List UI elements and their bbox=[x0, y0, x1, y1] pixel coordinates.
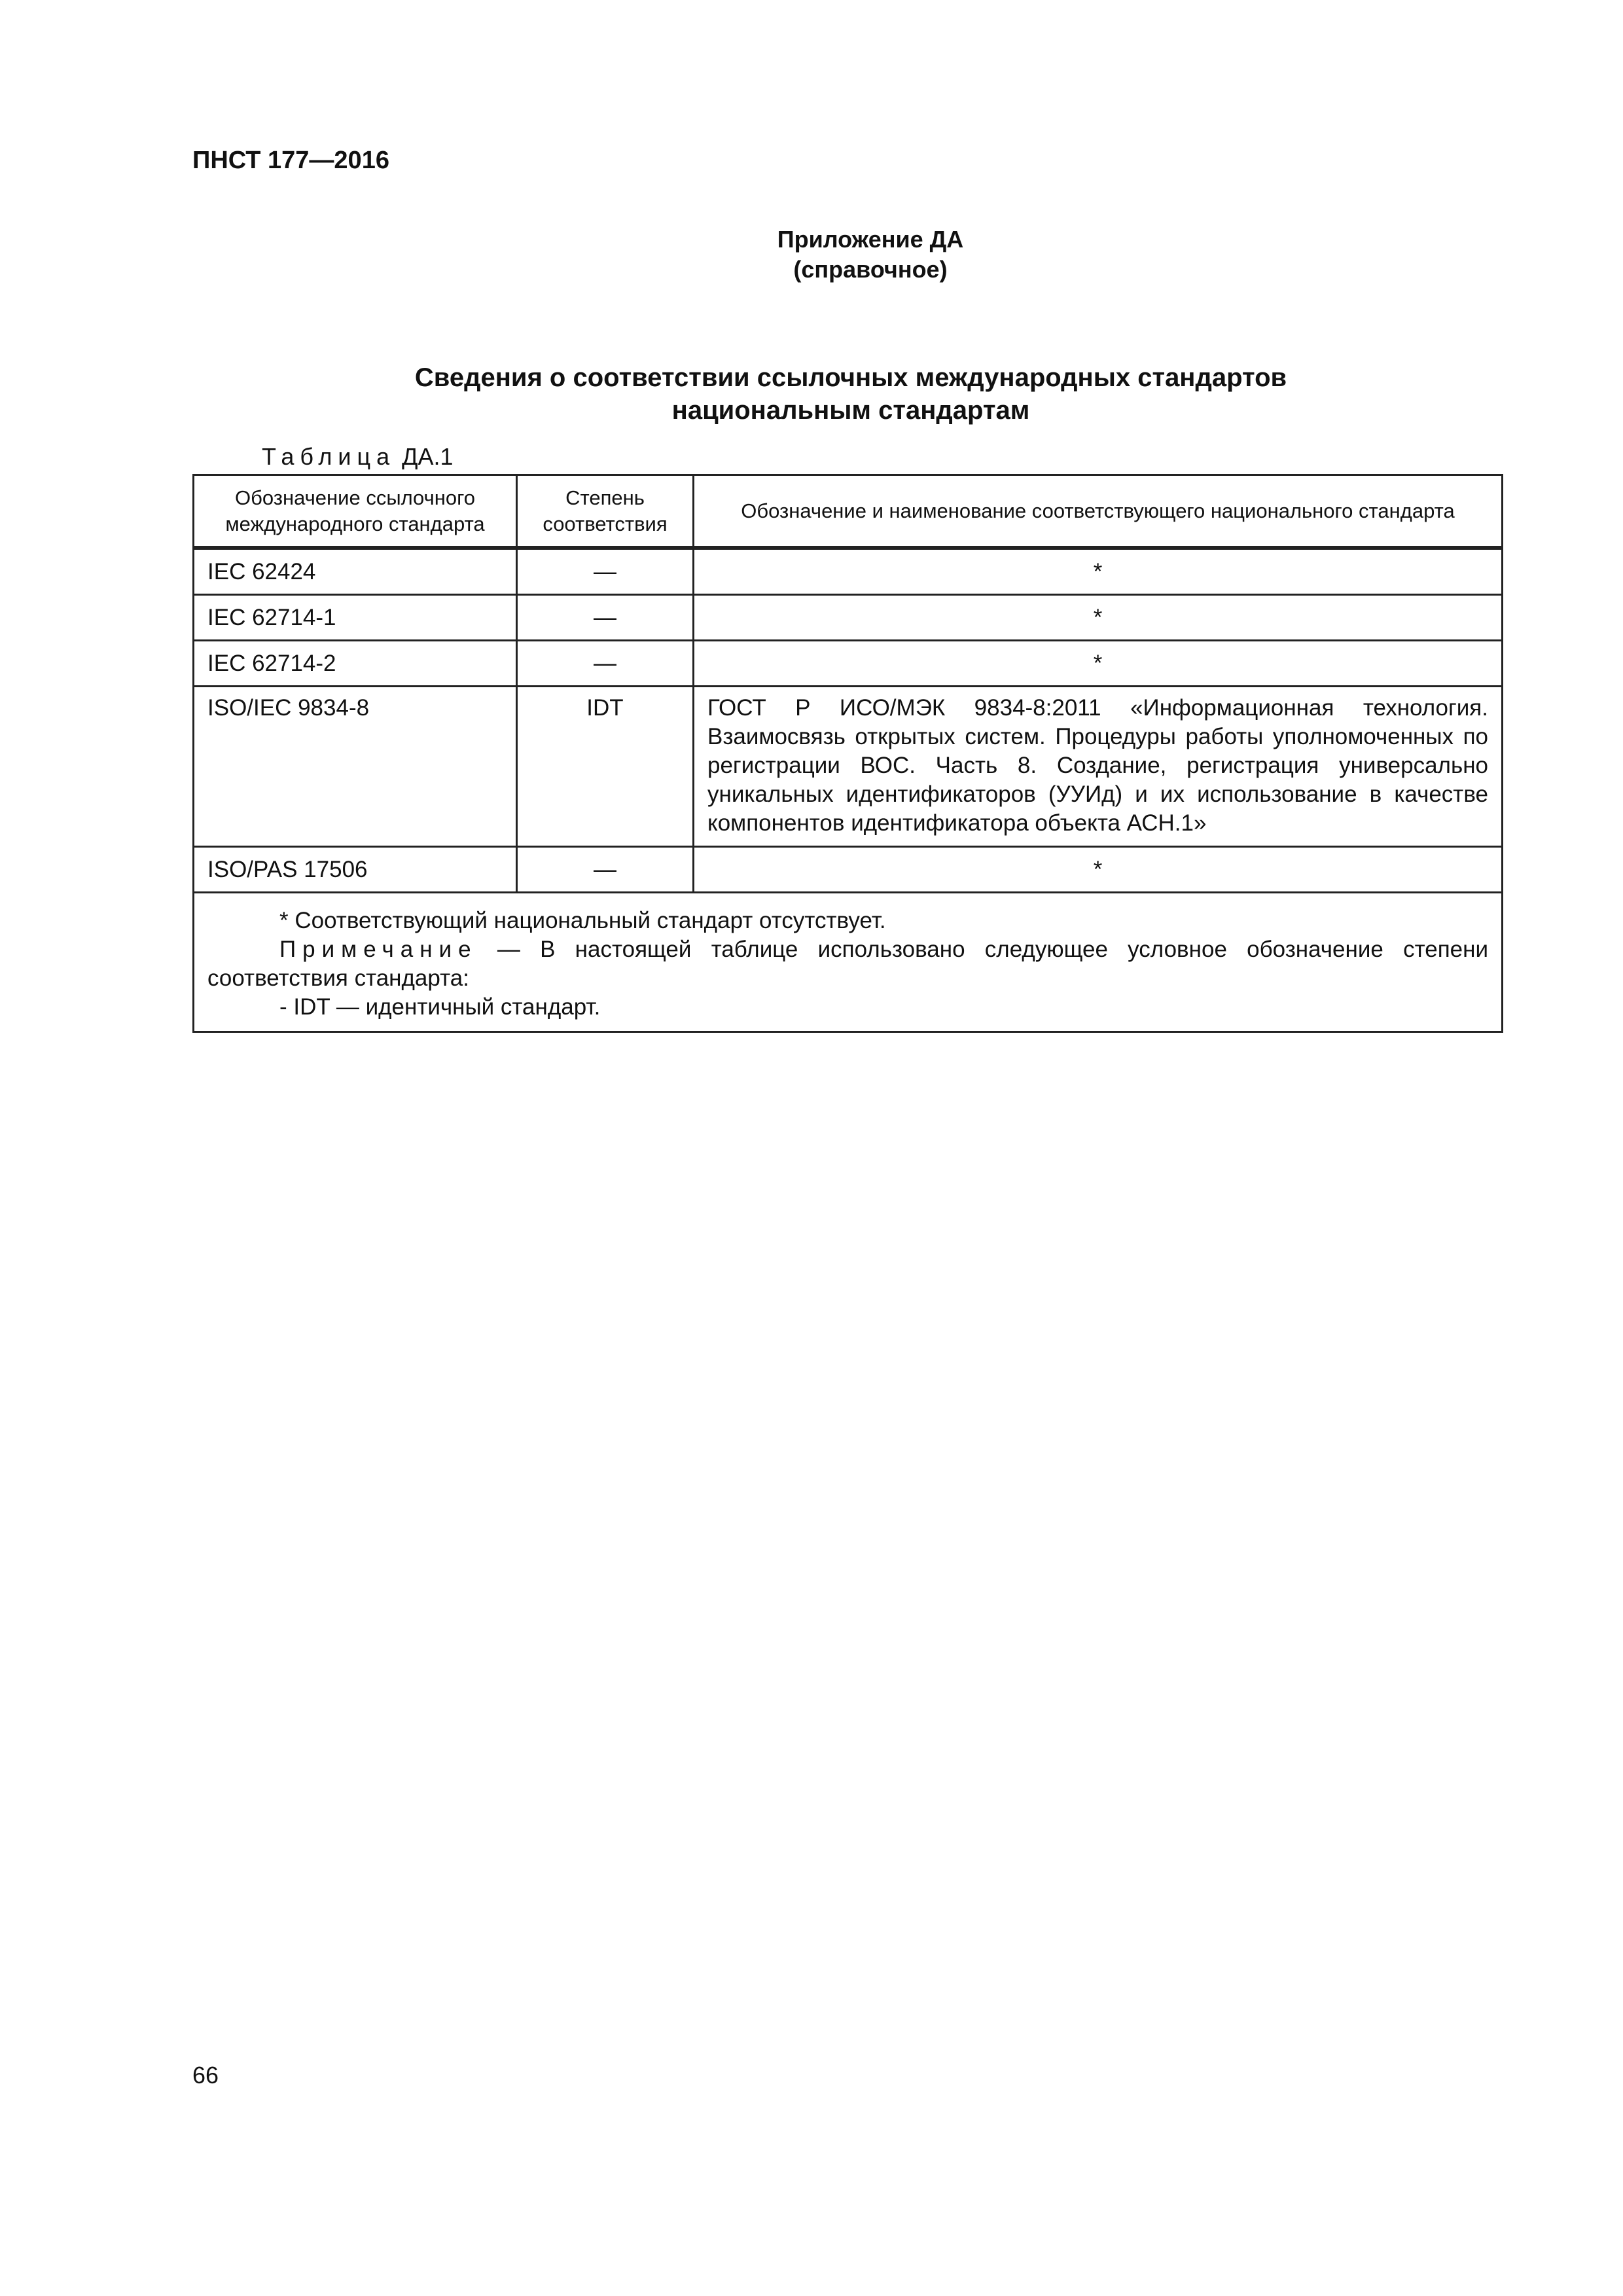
cell-standard-id: IEC 62714-1 bbox=[194, 595, 517, 641]
table-row bbox=[194, 687, 1503, 847]
document-code: ПНСТ 177—2016 bbox=[192, 147, 389, 174]
note bbox=[207, 935, 1488, 993]
cell-national: * bbox=[694, 549, 1503, 595]
cell-national: * bbox=[694, 641, 1503, 687]
table-notes bbox=[194, 893, 1503, 1032]
section-title-line1: Сведения о соответствии ссылочных международных стандартов bbox=[414, 363, 1287, 392]
cell-standard-id: IEC 62714-2 bbox=[194, 641, 517, 687]
note-label: Примечание bbox=[279, 937, 478, 962]
cell-degree: IDT bbox=[517, 687, 694, 847]
cell-degree: — bbox=[517, 847, 694, 893]
table-caption-number: ДА.1 bbox=[395, 443, 454, 470]
table-header-row bbox=[194, 475, 1503, 547]
appendix-type: (справочное) bbox=[793, 256, 948, 283]
legend-idt: - IDT — идентичный стандарт. bbox=[279, 994, 601, 1020]
table-row bbox=[194, 595, 1503, 641]
section-title bbox=[196, 361, 1505, 427]
cell-degree: — bbox=[517, 641, 694, 687]
note-text: — В настоящей таблице использовано следующее условное обозначение степени соответствия стандарта: bbox=[207, 937, 1488, 991]
cell-degree: — bbox=[517, 595, 694, 641]
table-row bbox=[194, 641, 1503, 687]
table-footer-row bbox=[194, 893, 1503, 1032]
cell-standard-id: ISO/IEC 9834-8 bbox=[194, 687, 517, 847]
correspondence-table bbox=[192, 474, 1503, 1033]
cell-degree: — bbox=[517, 549, 694, 595]
cell-national: * bbox=[694, 595, 1503, 641]
cell-national: ГОСТ Р ИСО/МЭК 9834-8:2011 «Информационная технология. Взаимосвязь открытых систем. Процедуры работы уполномоченных по регистрации ВОС. Часть 8. Создание, регистрация универсально уникальных идентификаторов (УУИд) и их использование в качестве компонентов идентификатора объекта АСН.1» bbox=[694, 687, 1503, 847]
footnote: * Соответствующий национальный стандарт отсутствует. bbox=[279, 908, 886, 933]
table-caption-label: Таблица bbox=[262, 443, 396, 470]
cell-standard-id: IEC 62424 bbox=[194, 549, 517, 595]
appendix-heading bbox=[707, 224, 1034, 285]
cell-standard-id: ISO/PAS 17506 bbox=[194, 847, 517, 893]
table-caption bbox=[262, 443, 454, 471]
cell-national: * bbox=[694, 847, 1503, 893]
header-national-standard: Обозначение и наименование соответствующего национального стандарта bbox=[694, 475, 1503, 547]
table-row bbox=[194, 847, 1503, 893]
table-row bbox=[194, 549, 1503, 595]
page-number: 66 bbox=[192, 2062, 219, 2089]
header-international-standard: Обозначение ссылочного международного стандарта bbox=[194, 475, 517, 547]
section-title-line2: национальным стандартам bbox=[671, 396, 1030, 425]
header-degree: Степень соответствия bbox=[517, 475, 694, 547]
appendix-title: Приложение ДА bbox=[777, 226, 964, 253]
